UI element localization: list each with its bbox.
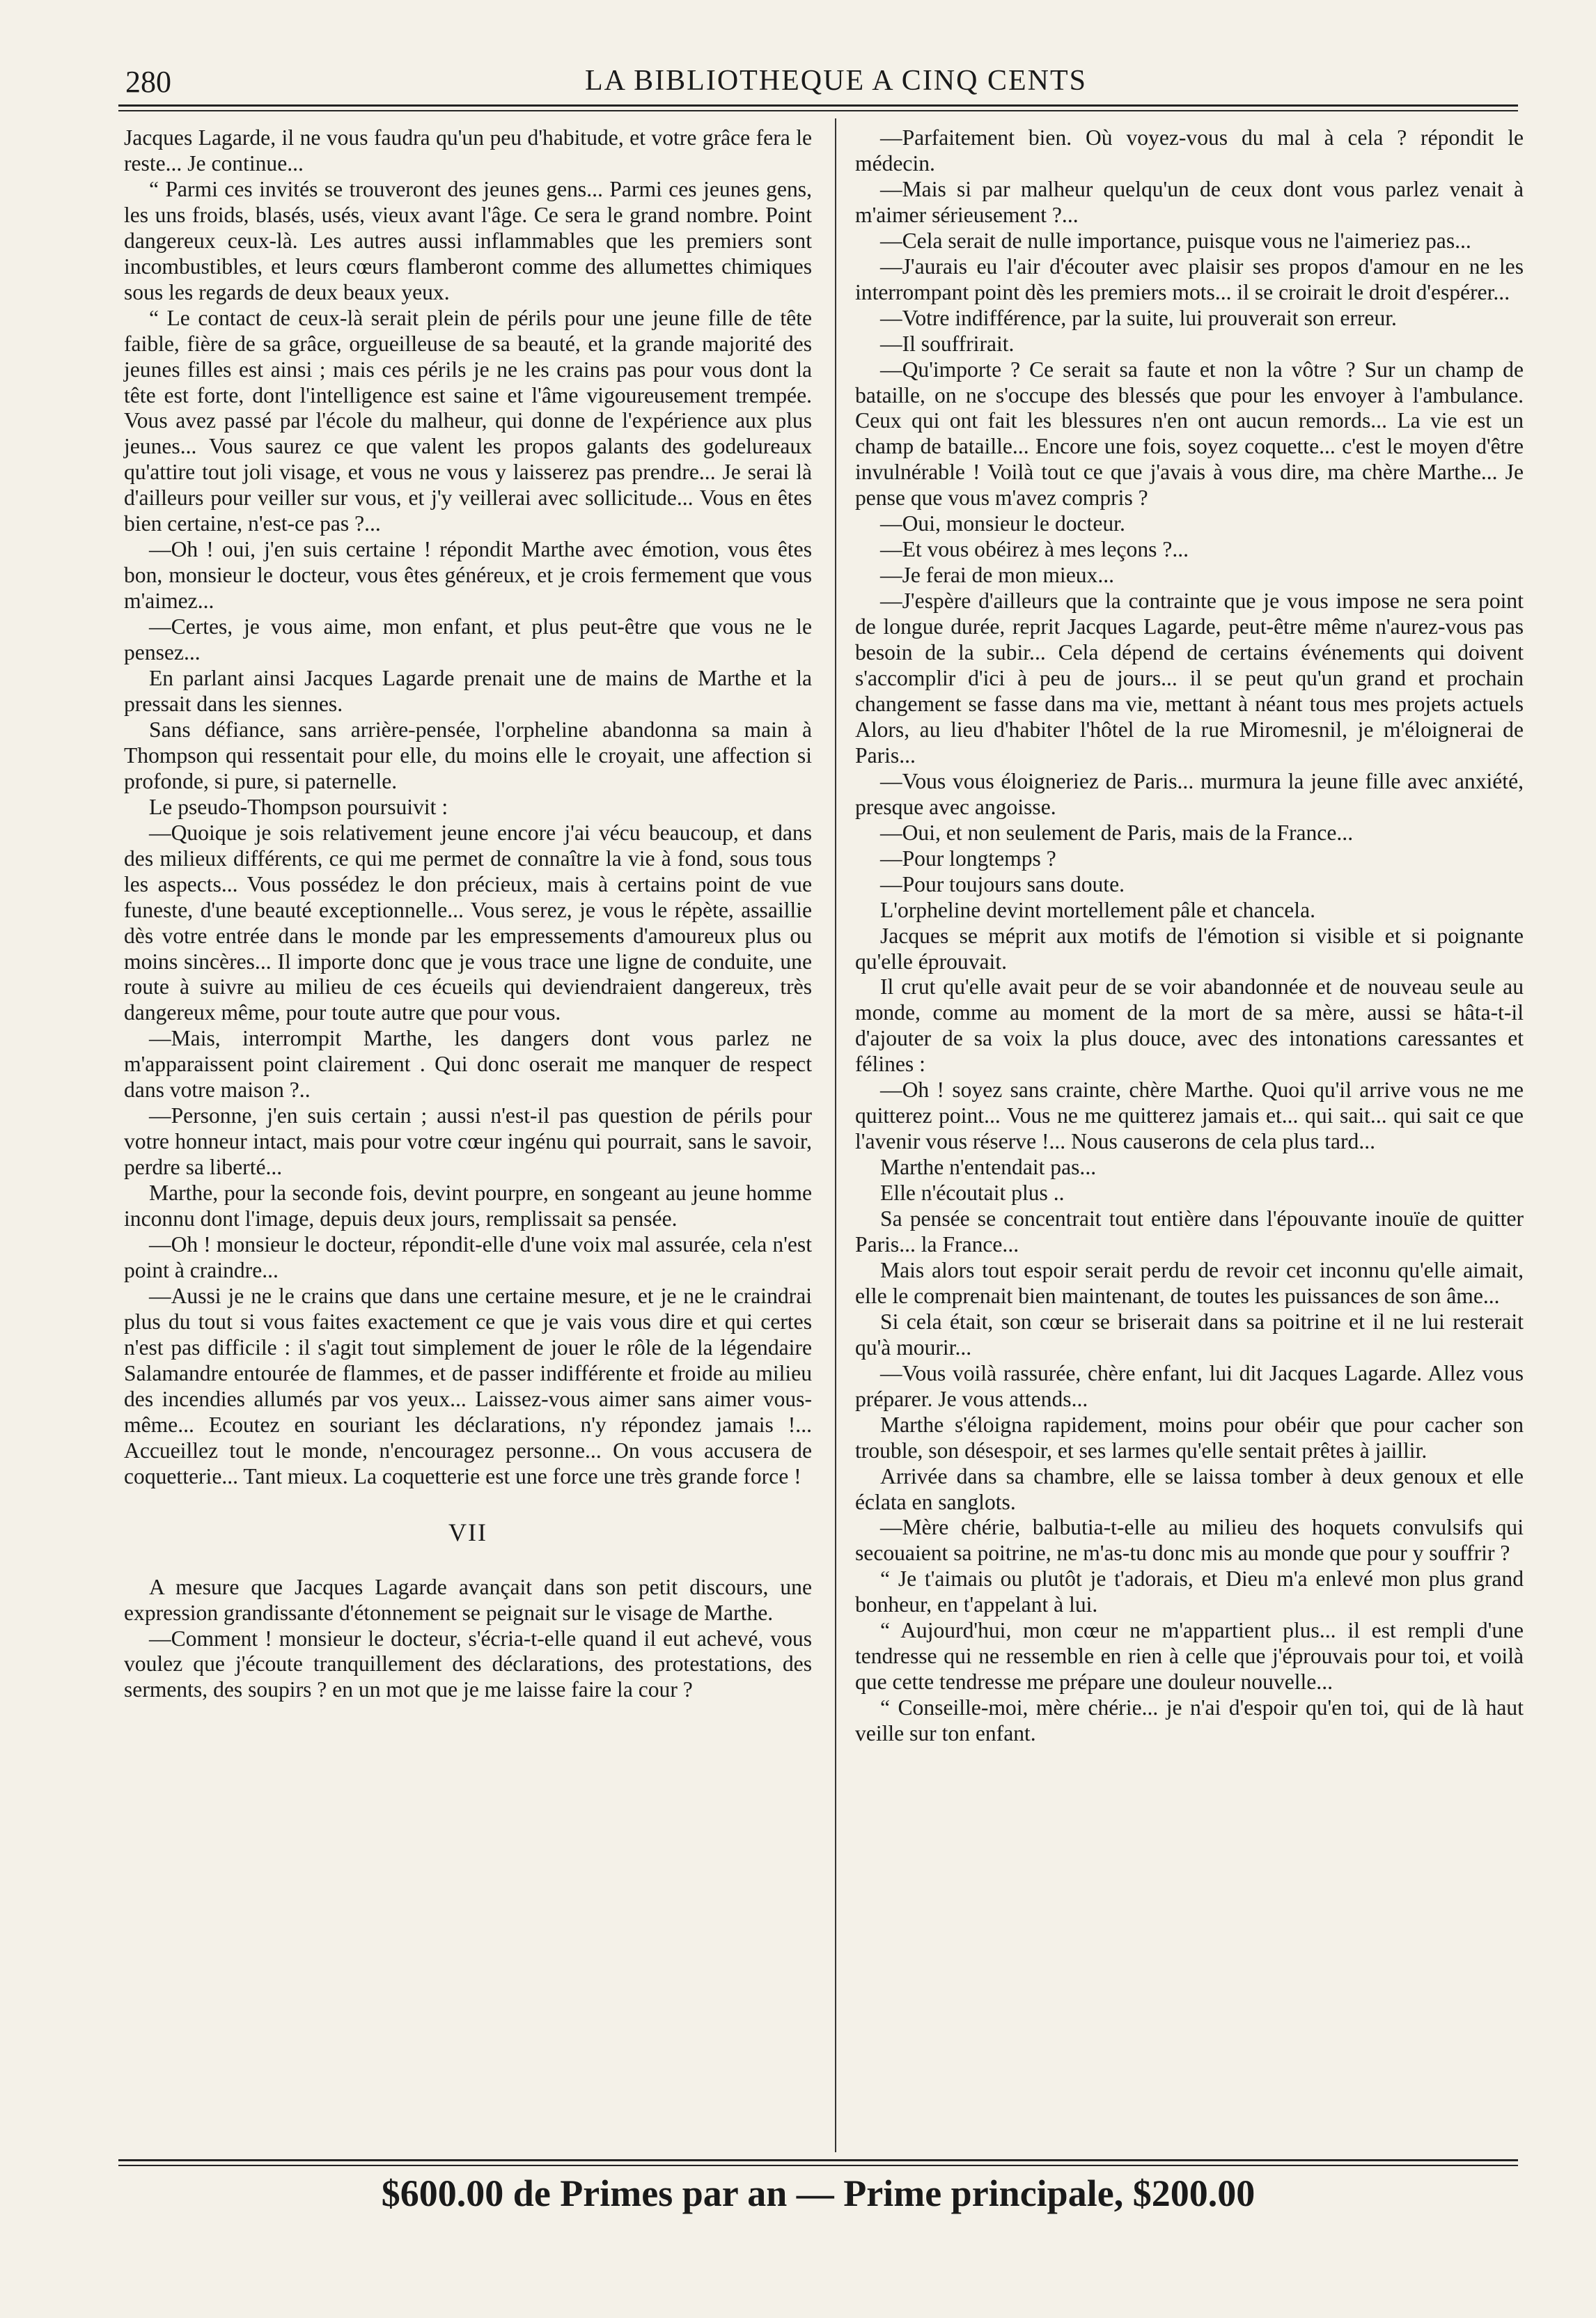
paragraph: “ Je t'aimais ou plutôt je t'adorais, et Dieu m'a enlevé mon plus grand bonheur, en t'appelant à lui. xyxy=(855,1566,1524,1617)
paragraph: —Mais, interrompit Marthe, les dangers dont vous parlez ne m'apparaissent point clairement . Qui donc oserait me manquer de respect dans votre maison ?.. xyxy=(124,1026,812,1103)
paragraph: Marthe n'entendait pas... xyxy=(880,1155,1097,1180)
header-rule-inner xyxy=(118,110,1518,111)
paragraph: —Certes, je vous aime, mon enfant, et plus peut-être que vous ne le pensez... xyxy=(124,614,812,665)
paragraph: Arrivée dans sa chambre, elle se laissa tomber à deux genoux et elle éclata en sanglots. xyxy=(855,1463,1524,1514)
paragraph: A mesure que Jacques Lagarde avançait dans son petit discours, une expression grandissante d'étonnement se peignait sur le visage de Marthe. xyxy=(124,1574,812,1625)
paragraph: —Je ferai de mon mieux... xyxy=(880,563,1115,588)
paragraph: —Vous vous éloigneriez de Paris... murmura la jeune fille avec anxiété, presque avec angoisse. xyxy=(855,768,1524,819)
prize-banner: $600.00 de Primes par an — Prime principale, $200.00 xyxy=(381,2172,1255,2214)
paragraph: Jacques Lagarde, il ne vous faudra qu'un peu d'habitude, et votre grâce fera le reste... Je continue... xyxy=(124,125,812,176)
right-paragraphs xyxy=(855,125,1524,1747)
column-divider xyxy=(835,118,836,2152)
paragraph: Il crut qu'elle avait peur de se voir abandonnée et de nouveau seule au monde, comme au moment de la mort de sa mère, aussi se hâta-t-il d'ajouter de sa voix la plus douce, avec des intonations caressantes et félines : xyxy=(855,974,1524,1077)
paragraph: —Comment ! monsieur le docteur, s'écria-t-elle quand il eut achevé, vous voulez que j'écoute tranquillement des déclarations, des protestations, des serments, des soupirs ? en un mot que je me laisse faire la cour ? xyxy=(124,1626,812,1702)
paragraph: Mais alors tout espoir serait perdu de revoir cet inconnu qu'elle aimait, elle le comprenait bien maintenant, de toutes les puissances de son âme... xyxy=(855,1257,1524,1308)
footer-rule-inner xyxy=(118,2165,1518,2166)
left-paragraphs xyxy=(124,125,812,1490)
paragraph: Jacques se méprit aux motifs de l'émotion si visible et si poignante qu'elle éprouvait. xyxy=(855,923,1524,974)
paragraph: —Mais si par malheur quelqu'un de ceux dont vous parlez venait à m'aimer sérieusement ?... xyxy=(855,176,1524,227)
paragraph: —Pour longtemps ? xyxy=(880,846,1056,871)
left-after-chapter xyxy=(124,1575,812,1704)
paragraph: —Oui, et non seulement de Paris, mais de la France... xyxy=(880,820,1354,845)
paragraph: —Aussi je ne le crains que dans une certaine mesure, et je ne le craindrai plus du tout si vous faites exactement ce que je vais vous dire et qui certes n'est pas difficile : il s'agit tout simplement de jouer le rôle de la légendaire Salamandre entourée de flammes, et de passer indifférente et froide au milieu des incendies allumés par vos yeux... Laissez-vous aimer sans aimer vous-même... Ecoutez en souriant les déclarations, n'y répondez jamais !... Accueillez tout le monde, n'encouragez personne... On vous accusera de coquetterie... Tant mieux. La coquetterie est une force une très grande force ! xyxy=(124,1283,812,1488)
page-header xyxy=(84,64,1596,106)
paragraph: —Cela serait de nulle importance, puisque vous ne l'aimeriez pas... xyxy=(880,228,1471,253)
paragraph: “ Aujourd'hui, mon cœur ne m'appartient plus... il est rempli d'une tendresse qui ne ressemble en rien à celle que j'éprouvais pour toi, et voilà que cette tendresse me prépare une douleur nouvelle... xyxy=(855,1618,1524,1695)
left-column xyxy=(124,125,812,1703)
paragraph: —Quoique je sois relativement jeune encore j'ai vécu beaucoup, et dans des milieux différents, ce qui me permet de connaître la vie à fond, sous tous les aspects... Vous possédez le don précieux, mais à certains point de vue funeste, d'une beauté exceptionnelle... Vous serez, je vous le répète, assaillie dès votre entrée dans le monde par les empressements d'amoureux plus ou moins sincères... Il importe donc que je vous trace une ligne de conduite, une route à suivre au milieu de ces écueils qui deviendraient dangereux, très dangereux même, pour toute autre que pour vous. xyxy=(124,820,812,1025)
paragraph: —Et vous obéirez à mes leçons ?... xyxy=(880,537,1189,562)
chapter-heading: VII xyxy=(448,1518,487,1546)
paragraph: —Vous voilà rassurée, chère enfant, lui dit Jacques Lagarde. Allez vous préparer. Je vous attends... xyxy=(855,1360,1524,1411)
paragraph: “ Conseille-moi, mère chérie... je n'ai d'espoir qu'en toi, qui de là haut veille sur ton enfant. xyxy=(855,1695,1524,1746)
header-rule xyxy=(118,104,1518,107)
paragraph: —J'aurais eu l'air d'écouter avec plaisir ses propos d'amour en ne les interrompant point dès les premiers mots... il se croirait le droit d'espérer... xyxy=(855,254,1524,304)
page-number: 280 xyxy=(125,65,171,99)
paragraph: —Personne, j'en suis certain ; aussi n'est-il pas question de périls pour votre honneur intact, mais pour votre cœur ingénu qui pourrait, sans le savoir, perdre sa liberté... xyxy=(124,1103,812,1180)
paragraph: —Mère chérie, balbutia-t-elle au milieu des hoquets convulsifs qui secouaient sa poitrine, ne m'as-tu donc mis au monde que pour y souffrir ? xyxy=(855,1515,1524,1566)
paragraph: Si cela était, son cœur se briserait dans sa poitrine et il ne lui resterait qu'à mourir... xyxy=(855,1309,1524,1360)
paragraph: —Qu'importe ? Ce serait sa faute et non la vôtre ? Sur un champ de bataille, on ne s'occupe des blessés que pour les envoyer à l'ambulance. Ceux qui ont fait les blessures n'en ont aucun remords... La vie est un champ de bataille... Encore une fois, soyez coquette... c'est le moyen d'être invulnérable ! Voilà tout ce que j'avais à vous dire, ma chère Marthe... Je pense que vous m'avez compris ? xyxy=(855,357,1524,511)
paragraph: Sans défiance, sans arrière-pensée, l'orpheline abandonna sa main à Thompson qui ressentait pour elle, du moins elle le croyait, une affection si profonde, si pure, si paternelle. xyxy=(124,717,812,793)
paragraph: Sa pensée se concentrait tout entière dans l'épouvante inouïe de quitter Paris... la France... xyxy=(855,1206,1524,1257)
paragraph: —J'espère d'ailleurs que la contrainte que je vous impose ne sera point de longue durée, reprit Jacques Lagarde, peut-être même n'aurez-vous pas besoin de la subir... Cela dépend de certains événements qui doivent s'accomplir d'ici à peu de jours... il se peut qu'un grand et prochain changement se fasse dans ma vie, mettant à néant tous mes projets actuels Alors, au lieu d'habiter l'hôtel de la rue Miromesnil, je m'éloignerai de Paris... xyxy=(855,589,1524,768)
footer-rule xyxy=(118,2159,1518,2161)
paragraph: “ Le contact de ceux-là serait plein de périls pour une jeune fille de tête faible, fière de sa grâce, orgueilleuse de sa beauté, et la grande majorité des jeunes filles est ainsi ; mais ces périls je ne les crains pas pour vous dont la tête est forte, dont l'intelligence est saine et l'âme vigoureusement trempée. Vous avez passé par l'école du malheur, qui donne de l'expérience aux plus jeunes... Vous saurez ce que valent les propos galants des godelureaux qu'attire tout joli visage, et vous ne vous y laisserez pas prendre... Je serai là d'ailleurs pour veiller sur vous, et j'y veillerai avec sollicitude... Vous en êtes bien certaine, n'est-ce pas ?... xyxy=(124,305,812,536)
paragraph: —Votre indifférence, par la suite, lui prouverait son erreur. xyxy=(880,305,1397,330)
running-title: LA BIBLIOTHEQUE A CINQ CENTS xyxy=(585,65,1087,97)
paragraph: Marthe, pour la seconde fois, devint pourpre, en songeant au jeune homme inconnu dont l'image, depuis deux jours, remplissait sa pensée. xyxy=(124,1181,812,1231)
paragraph: —Pour toujours sans doute. xyxy=(880,871,1125,896)
paragraph: —Oh ! soyez sans crainte, chère Marthe. Quoi qu'il arrive vous ne me quitterez point... Vous ne me quitterez jamais et... qui sait... qui sait ce que l'avenir vous réserve !... Nous causerons de cela plus tard... xyxy=(855,1078,1524,1154)
paragraph: “ Parmi ces invités se trouveront des jeunes gens... Parmi ces jeunes gens, les uns froids, blasés, usés, vieux avant l'âge. Ce sera le grand nombre. Point dangereux ceux-là. Les autres aussi inflammables que les premiers sont incombustibles, et leurs cœurs flamberont comme des allumettes chimiques sous les regards de deux beaux yeux. xyxy=(124,176,812,304)
paragraph: L'orpheline devint mortellement pâle et chancela. xyxy=(880,897,1316,922)
paragraph: —Oh ! oui, j'en suis certaine ! répondit Marthe avec émotion, vous êtes bon, monsieur le docteur, vous êtes généreux, et je crois fermement que vous m'aimez... xyxy=(124,537,812,614)
paragraph: En parlant ainsi Jacques Lagarde prenait une de mains de Marthe et la pressait dans les siennes. xyxy=(124,666,812,716)
paragraph: —Oui, monsieur le docteur. xyxy=(880,511,1125,536)
paragraph: Le pseudo-Thompson poursuivit : xyxy=(149,794,448,819)
paragraph: Marthe s'éloigna rapidement, moins pour obéir que pour cacher son trouble, son désespoir, et ses larmes qu'elle sentait prêtes à jaillir. xyxy=(855,1412,1524,1463)
paragraph: Elle n'écoutait plus .. xyxy=(880,1181,1065,1206)
paragraph: —Parfaitement bien. Où voyez-vous du mal à cela ? répondit le médecin. xyxy=(855,125,1524,176)
paragraph: —Oh ! monsieur le docteur, répondit-elle d'une voix mal assurée, cela n'est point à craindre... xyxy=(124,1231,812,1282)
paragraph: —Il souffrirait. xyxy=(880,331,1015,356)
right-column xyxy=(855,125,1524,1747)
